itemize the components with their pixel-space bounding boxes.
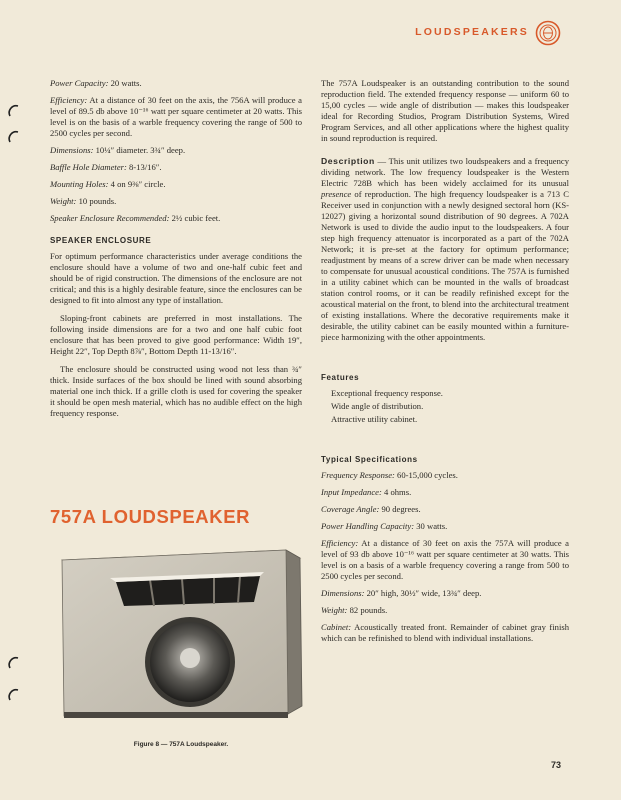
features-heading: Features xyxy=(321,373,360,382)
spec-dimensions: Dimensions: 10¼″ diameter. 3¾″ deep. xyxy=(50,145,186,155)
section-header: LOUDSPEAKERS xyxy=(415,26,529,38)
spec-efficiency: Efficiency: At a distance of 30 feet on axis the 757A will produce a level of 93 db above 10⁻¹⁶ watt per square centimeter at 30 watts. This level is on a basis of a warble frequency covering a range from 500 to 2500 cycles per second. xyxy=(321,538,569,581)
left-column xyxy=(50,78,302,426)
spec-cabinet: Cabinet: Acoustically treated front. Remainder of cabinet gray finish which can be refinished to blend with individual installations. xyxy=(321,622,569,643)
enclosure-paragraph: Sloping-front cabinets are preferred in most installations. The following inside dimensions are for a two and one half cubic foot enclosure that has been proved to give good performance: Width 19″, Height 22″, Top Depth 8⅞″, Bottom Depth 11-13/16″. xyxy=(50,313,302,356)
description-paragraph: Description — This unit utilizes two loudspeakers and a frequency dividing network. The low frequency loudspeaker is the Western Electric 728B which has been widely acclaimed for its unusual presence of reproduction. The high frequency loudspeaker is a 713 C Receiver used in conjunction with a newly designed sectoral horn (KS-12027) giving a horizontal sound distribution of 90 degrees. A 702A Network is used to divide the audio input to the loudspeakers. A four step high frequency attenuator is incorporated as a part of the 702A Network; it is pre-set at the factory for optimum performance; readjustment by means of a screw driver can be made when necessary to compensate for unusual acoustical conditions. The 757A is furnished in a utility cabinet which can be mounted in the walls of broadcast station control rooms, or it can be readily refinished except for the acoustical material on the front, to blend into the architectural treatment of existing installations. Where the decorative requirements make it desirable, the utility cabinet can be easily mounted within a furniture-piece harmonizing with the other appointments. xyxy=(321,156,569,342)
spec-coverage-angle: Coverage Angle: 90 degrees. xyxy=(321,504,421,514)
spec-frequency-response: Frequency Response: 60-15,000 cycles. xyxy=(321,470,458,480)
features-section xyxy=(321,373,569,425)
binder-hole-icon xyxy=(6,688,20,702)
speaker-enclosure-section xyxy=(50,236,302,419)
typical-specs-heading: Typical Specifications xyxy=(321,455,418,464)
spec-baffle-hole: Baffle Hole Diameter: 8-13/16″. xyxy=(50,162,162,172)
spec-power-handling: Power Handling Capacity: 30 watts. xyxy=(321,521,448,531)
feature-item: Wide angle of distribution. xyxy=(331,401,424,411)
page-number: 73 xyxy=(550,760,561,770)
spec-input-impedance: Input Impedance: 4 ohms. xyxy=(321,487,412,497)
spec-power-capacity: Power Capacity: 20 watts. xyxy=(50,78,142,88)
loudspeaker-photo xyxy=(50,546,312,722)
enclosure-paragraph: For optimum performance characteristics under average conditions the enclosure should have a volume of two and one-half cubic feet and should be of rigid construction. The dimensions of the enclosure are not critical; and this is a highly desirable feature, since the enclosures can be designed to fit into almost any type of installation. xyxy=(50,251,302,305)
figure-caption: Figure 8 — 757A Loudspeaker. xyxy=(133,741,229,748)
binder-hole-icon xyxy=(6,130,20,144)
presence-emphasis: presence xyxy=(321,189,352,199)
spec-dimensions: Dimensions: 20″ high, 30½″ wide, 13¾″ deep. xyxy=(321,588,482,598)
description-label: Description xyxy=(321,156,375,166)
spec-efficiency: Efficiency: At a distance of 30 feet on the axis, the 756A will produce a level of 89.5 db above 10⁻¹⁶ watt per square centimeter at 20 watts. This level is on the basis of a warble frequency covering the range of 500 to 2500 cycles per second. xyxy=(50,95,302,138)
spec-weight: Weight: 10 pounds. xyxy=(50,196,117,206)
intro-paragraph: The 757A Loudspeaker is an outstanding contribution to the sound reproduction field. The extended frequency response — uniform 60 to 15,00 cycles — wide angle of distribution — makes this loudspeaker ideal for Recording Studios, Program Distribution Systems, Wired Program Services, and all other applications where the highest quality in sound reproduction is required. xyxy=(321,78,569,143)
feature-item: Attractive utility cabinet. xyxy=(331,414,418,424)
product-title: 757A LOUDSPEAKER xyxy=(50,506,251,527)
binder-hole-icon xyxy=(6,104,20,118)
spec-mounting-holes: Mounting Holes: 4 on 9⅜″ circle. xyxy=(50,179,166,189)
spec-enclosure-recommended: Speaker Enclosure Recommended: 2½ cubic feet. xyxy=(50,213,221,223)
right-column xyxy=(321,78,569,650)
typical-specifications-section xyxy=(321,455,569,644)
enclosure-paragraph: The enclosure should be constructed using wood not less than ¾″ thick. Inside surfaces of the box should be lined with sound absorbing material one inch thick. If a grille cloth is used for covering the speaker it should be open mesh material, which has no audible effect on the high frequency response. xyxy=(50,364,302,418)
binder-hole-icon xyxy=(6,656,20,670)
enclosure-heading: SPEAKER ENCLOSURE xyxy=(50,236,152,245)
spec-weight: Weight: 82 pounds. xyxy=(321,605,388,615)
western-electric-logo-icon xyxy=(535,20,561,46)
feature-item: Exceptional frequency response. xyxy=(331,388,443,398)
